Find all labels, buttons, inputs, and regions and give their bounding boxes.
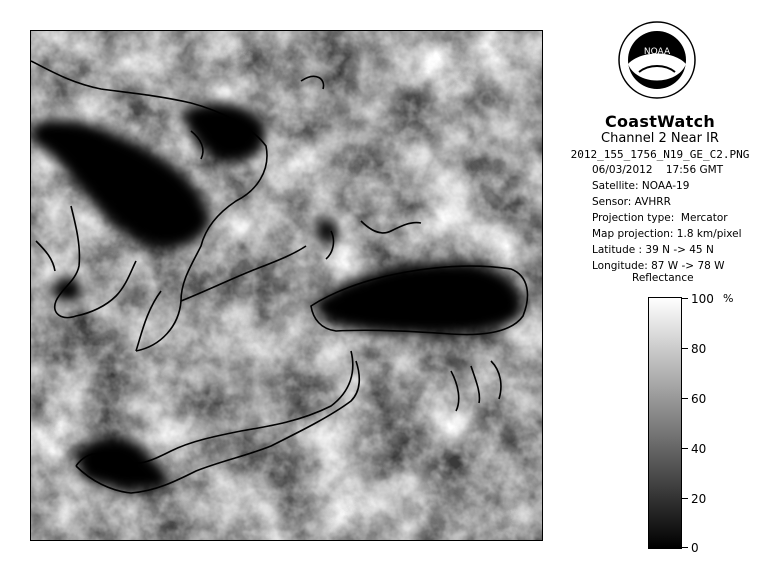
colorbar-title: Reflectance: [632, 272, 694, 284]
sensor-line: Sensor: AVHRR: [592, 196, 671, 208]
channel-label: Channel 2 Near IR: [601, 131, 719, 146]
date-time: 06/03/2012 17:56 GMT: [592, 164, 724, 176]
satellite-image: [30, 30, 543, 541]
noaa-logo-icon: [617, 20, 697, 100]
satellite-line: Satellite: NOAA-19: [592, 180, 690, 192]
product-title: CoastWatch: [604, 112, 716, 131]
latitude-line: Latitude : 39 N -> 45 N: [592, 244, 714, 256]
colorbar-tick-label: 40: [691, 442, 707, 456]
file-name: 2012_155_1756_N19_GE_C2.PNG: [570, 148, 750, 161]
colorbar-tick: [682, 448, 688, 449]
colorbar-tick-label: 20: [691, 492, 707, 506]
colorbar-tick: [682, 398, 688, 399]
colorbar-tick-label: 60: [691, 392, 707, 406]
reflectance-colorbar: [648, 297, 682, 549]
colorbar-tick-label: 0: [691, 541, 699, 555]
colorbar-unit: %: [723, 292, 734, 305]
cloud-imagery: [31, 31, 542, 540]
colorbar-tick: [682, 298, 688, 299]
colorbar-tick: [682, 547, 688, 548]
projection-type-line: Projection type: Mercator: [592, 212, 728, 224]
svg-text:NOAA: NOAA: [643, 47, 671, 57]
colorbar-tick-label: 80: [691, 342, 707, 356]
colorbar-tick: [682, 348, 688, 349]
colorbar-tick-label: 100: [691, 292, 714, 306]
longitude-line: Longitude: 87 W -> 78 W: [592, 260, 725, 272]
colorbar-tick: [682, 498, 688, 499]
map-projection-line: Map projection: 1.8 km/pixel: [592, 228, 742, 240]
